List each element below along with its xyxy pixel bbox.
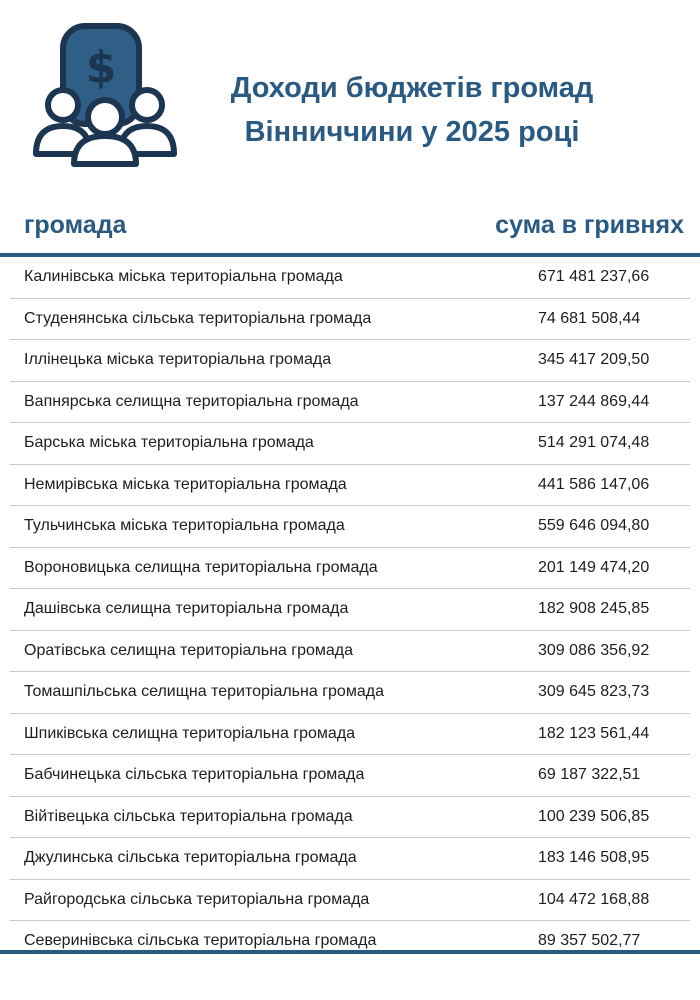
row-community-name: Барська міська територіальна громада bbox=[24, 434, 314, 451]
table-row bbox=[10, 548, 690, 590]
row-community-name: Вороновицька селищна територіальна громада bbox=[24, 558, 378, 576]
row-sum-value: 309 645 823,73 bbox=[538, 683, 650, 700]
column-header-sum: сума в гривнях bbox=[495, 211, 684, 239]
table-row bbox=[10, 631, 690, 673]
row-community-name: Дашівська селищна територіальна громада bbox=[24, 600, 349, 617]
table-row bbox=[10, 340, 690, 382]
table-bottom-divider bbox=[0, 950, 700, 954]
row-sum-value: 183 146 508,95 bbox=[538, 849, 650, 866]
page-title bbox=[182, 66, 642, 154]
table-row bbox=[10, 299, 690, 341]
table-row bbox=[10, 797, 690, 839]
row-sum-value: 137 244 869,44 bbox=[538, 392, 650, 410]
table-row bbox=[10, 382, 690, 424]
row-sum-value: 74 681 508,44 bbox=[538, 309, 641, 327]
table-row bbox=[10, 423, 690, 465]
row-sum-value: 514 291 074,48 bbox=[538, 434, 650, 451]
page-title-line-2: Вінниччини у 2025 році bbox=[244, 116, 580, 148]
table-row bbox=[10, 506, 690, 548]
row-sum-value: 182 123 561,44 bbox=[538, 724, 650, 742]
row-sum-value: 104 472 168,88 bbox=[538, 890, 650, 908]
row-community-name: Райгородська сільська територіальна громада bbox=[24, 890, 370, 908]
table-row bbox=[10, 921, 690, 962]
row-community-name: Іллінецька міська територіальна громада bbox=[24, 351, 332, 368]
row-sum-value: 345 417 209,50 bbox=[538, 351, 650, 368]
table-row bbox=[10, 714, 690, 756]
row-sum-value: 201 149 474,20 bbox=[538, 558, 650, 576]
row-community-name: Студенянська сільська територіальна громада bbox=[24, 309, 372, 327]
row-community-name: Тульчинська міська територіальна громада bbox=[24, 517, 345, 534]
page-title-line-1: Доходи бюджетів громад bbox=[230, 72, 594, 104]
table-row bbox=[10, 465, 690, 507]
row-sum-value: 182 908 245,85 bbox=[538, 600, 650, 617]
row-community-name: Війтівецька сільська територіальна громада bbox=[24, 807, 353, 825]
table-row bbox=[10, 838, 690, 880]
row-community-name: Немирівська міська територіальна громада bbox=[24, 475, 347, 493]
table-row bbox=[10, 257, 690, 299]
row-sum-value: 89 357 502,77 bbox=[538, 932, 641, 949]
row-sum-value: 441 586 147,06 bbox=[538, 475, 650, 493]
row-sum-value: 309 086 356,92 bbox=[538, 641, 650, 659]
row-sum-value: 671 481 237,66 bbox=[538, 268, 650, 285]
table-row bbox=[10, 672, 690, 714]
row-community-name: Северинівська сільська територіальна громада bbox=[24, 932, 377, 949]
row-community-name: Шпиківська селищна територіальна громада bbox=[24, 724, 356, 742]
table-row bbox=[10, 755, 690, 797]
table-row bbox=[10, 589, 690, 631]
table-row bbox=[10, 880, 690, 922]
row-community-name: Оратівська селищна територіальна громада bbox=[24, 641, 354, 659]
row-sum-value: 69 187 322,51 bbox=[538, 766, 641, 783]
money-community-icon bbox=[30, 22, 180, 170]
row-community-name: Вапнярська селищна територіальна громада bbox=[24, 392, 359, 410]
row-community-name: Калинівська міська територіальна громада bbox=[24, 268, 343, 285]
column-header-name: громада bbox=[24, 211, 127, 239]
row-community-name: Джулинська сільська територіальна громада bbox=[24, 849, 357, 866]
svg-text:$: $ bbox=[85, 42, 117, 93]
row-sum-value: 100 239 506,85 bbox=[538, 807, 650, 825]
row-sum-value: 559 646 094,80 bbox=[538, 517, 650, 534]
row-community-name: Бабчинецька сільська територіальна громада bbox=[24, 766, 365, 783]
row-community-name: Томашпільська селищна територіальна громада bbox=[24, 683, 384, 700]
income-table bbox=[0, 257, 700, 962]
header bbox=[0, 0, 700, 180]
